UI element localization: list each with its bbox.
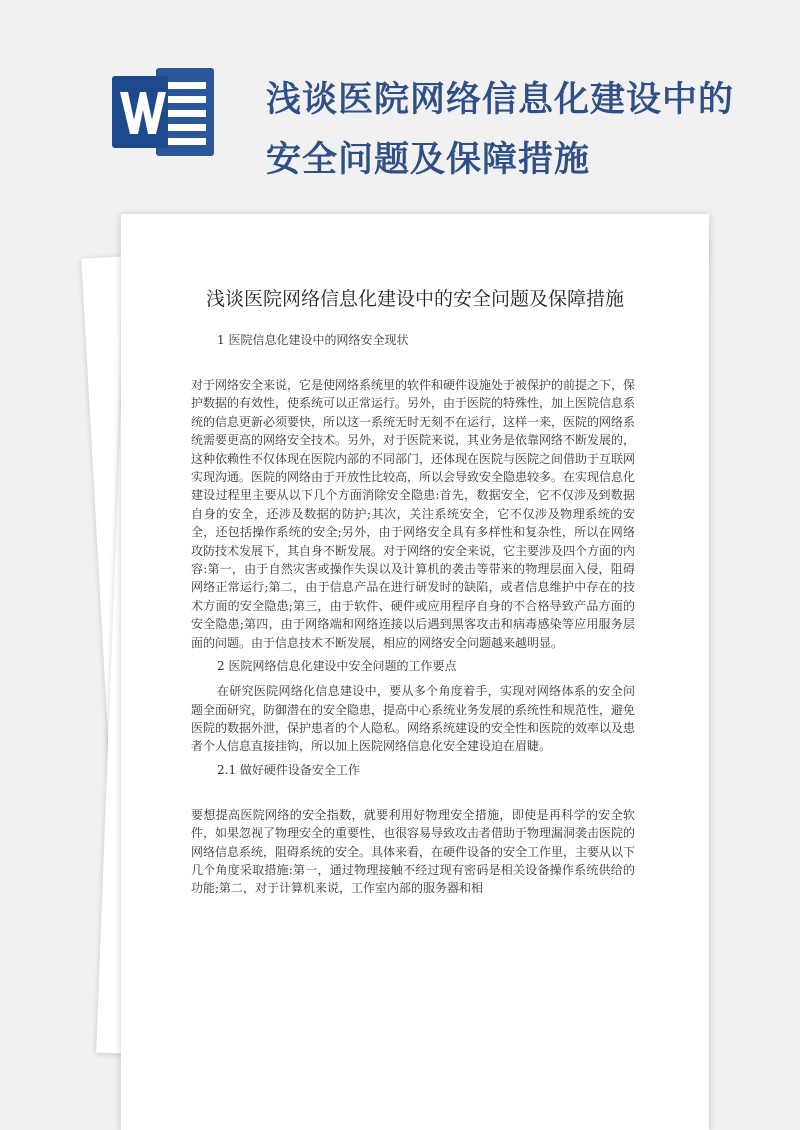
cover-title [266, 70, 734, 190]
cover-title-line-2: 安全问题及保障措施 [266, 140, 591, 180]
section-heading-2-1: 2.1 做好硬件设备安全工作 [217, 762, 360, 777]
section-paragraph-1: 对于网络安全来说，它是使网络系统里的软件和硬件设施处于被保护的前提之下，保护数据的有效性，使系统可以正常运行。另外，由于医院的特殊性，加上医院信息系统的信息更新必须要快，所以这一系统无时无刻不在运行，这样一来，医院的网络系统需要更高的网络安全技术。另外，对于医院来说，其业务是依靠网络不断发展的，这种依赖性不仅体现在医院内部的不同部门，还体现在医院与医院之间借助于互联网实现沟通。医院的网络由于开放性比较高，所以会导致安全隐患较多。在实现信息化建设过程里主要从以下几个方面消除安全隐患:首先，数据安全，它不仅涉及到数据自身的安全，还涉及数据的防护;其次，关注系统安全，它不仅涉及物理系统的安全，还包括操作系统的安全;另外，由于网络安全具有多样性和复杂性，所以在网络攻防技术发展下，其自身不断发展。对于网络的安全来说，它主要涉及四个方面的内容:第一，由于自然灾害或操作失误以及计算机的袭击等带来的物理层面入侵，阻碍网络正常运行;第二，由于信息产品在进行研发时的缺陷，或者信息维护中存在的技术方面的安全隐患;第三，由于软件、硬件或应用程序自身的不合格导致产品方面的安全隐患;第四，由于网络端和网络连接以后遇到黑客攻击和病毒感染等应用服务层面的问题。由于信息技术不断发展，相应的网络安全问题越来越明显。 [191, 378, 636, 650]
document-title: 浅谈医院网络信息化建设中的安全问题及保障措施 [205, 288, 624, 310]
section-paragraph-2: 在研究医院网络化信息建设中，要从多个角度着手，实现对网络体系的安全问题全面研究，防御潜在的安全隐患，提高中心系统业务发展的系统性和规范性，避免医院的数据外泄，保护患者的个人隐私。网络系统建设的安全性和医院的效率以及患者个人信息直接挂钩，所以加上医院网络信息化安全建设迫在眉睫。 [191, 684, 636, 754]
document-page [121, 214, 709, 1130]
section-heading-1: 1 医院信息化建设中的网络安全现状 [217, 333, 409, 347]
section-paragraph-2-1: 要想提高医院网络的安全指数，就要利用好物理安全措施，即使是再科学的安全软件，如果忽视了物理安全的重要性，也很容易导致攻击者借助于物理漏洞袭击医院的网络信息系统，阻碍系统的安全。具体来看，在硬件设备的安全工作里，主要从以下几个角度采取措施:第一，通过物理接触不经过现有密码是相关设备操作系统供给的功能;第二，对于计算机来说，工作室内部的服务器和相 [191, 807, 636, 896]
word-document-icon [112, 68, 216, 156]
section-heading-2: 2 医院网络信息化建设中安全问题的工作要点 [217, 659, 457, 674]
cover-title-line-1: 浅谈医院网络信息化建设中的 [266, 80, 735, 120]
document-body [191, 324, 635, 898]
